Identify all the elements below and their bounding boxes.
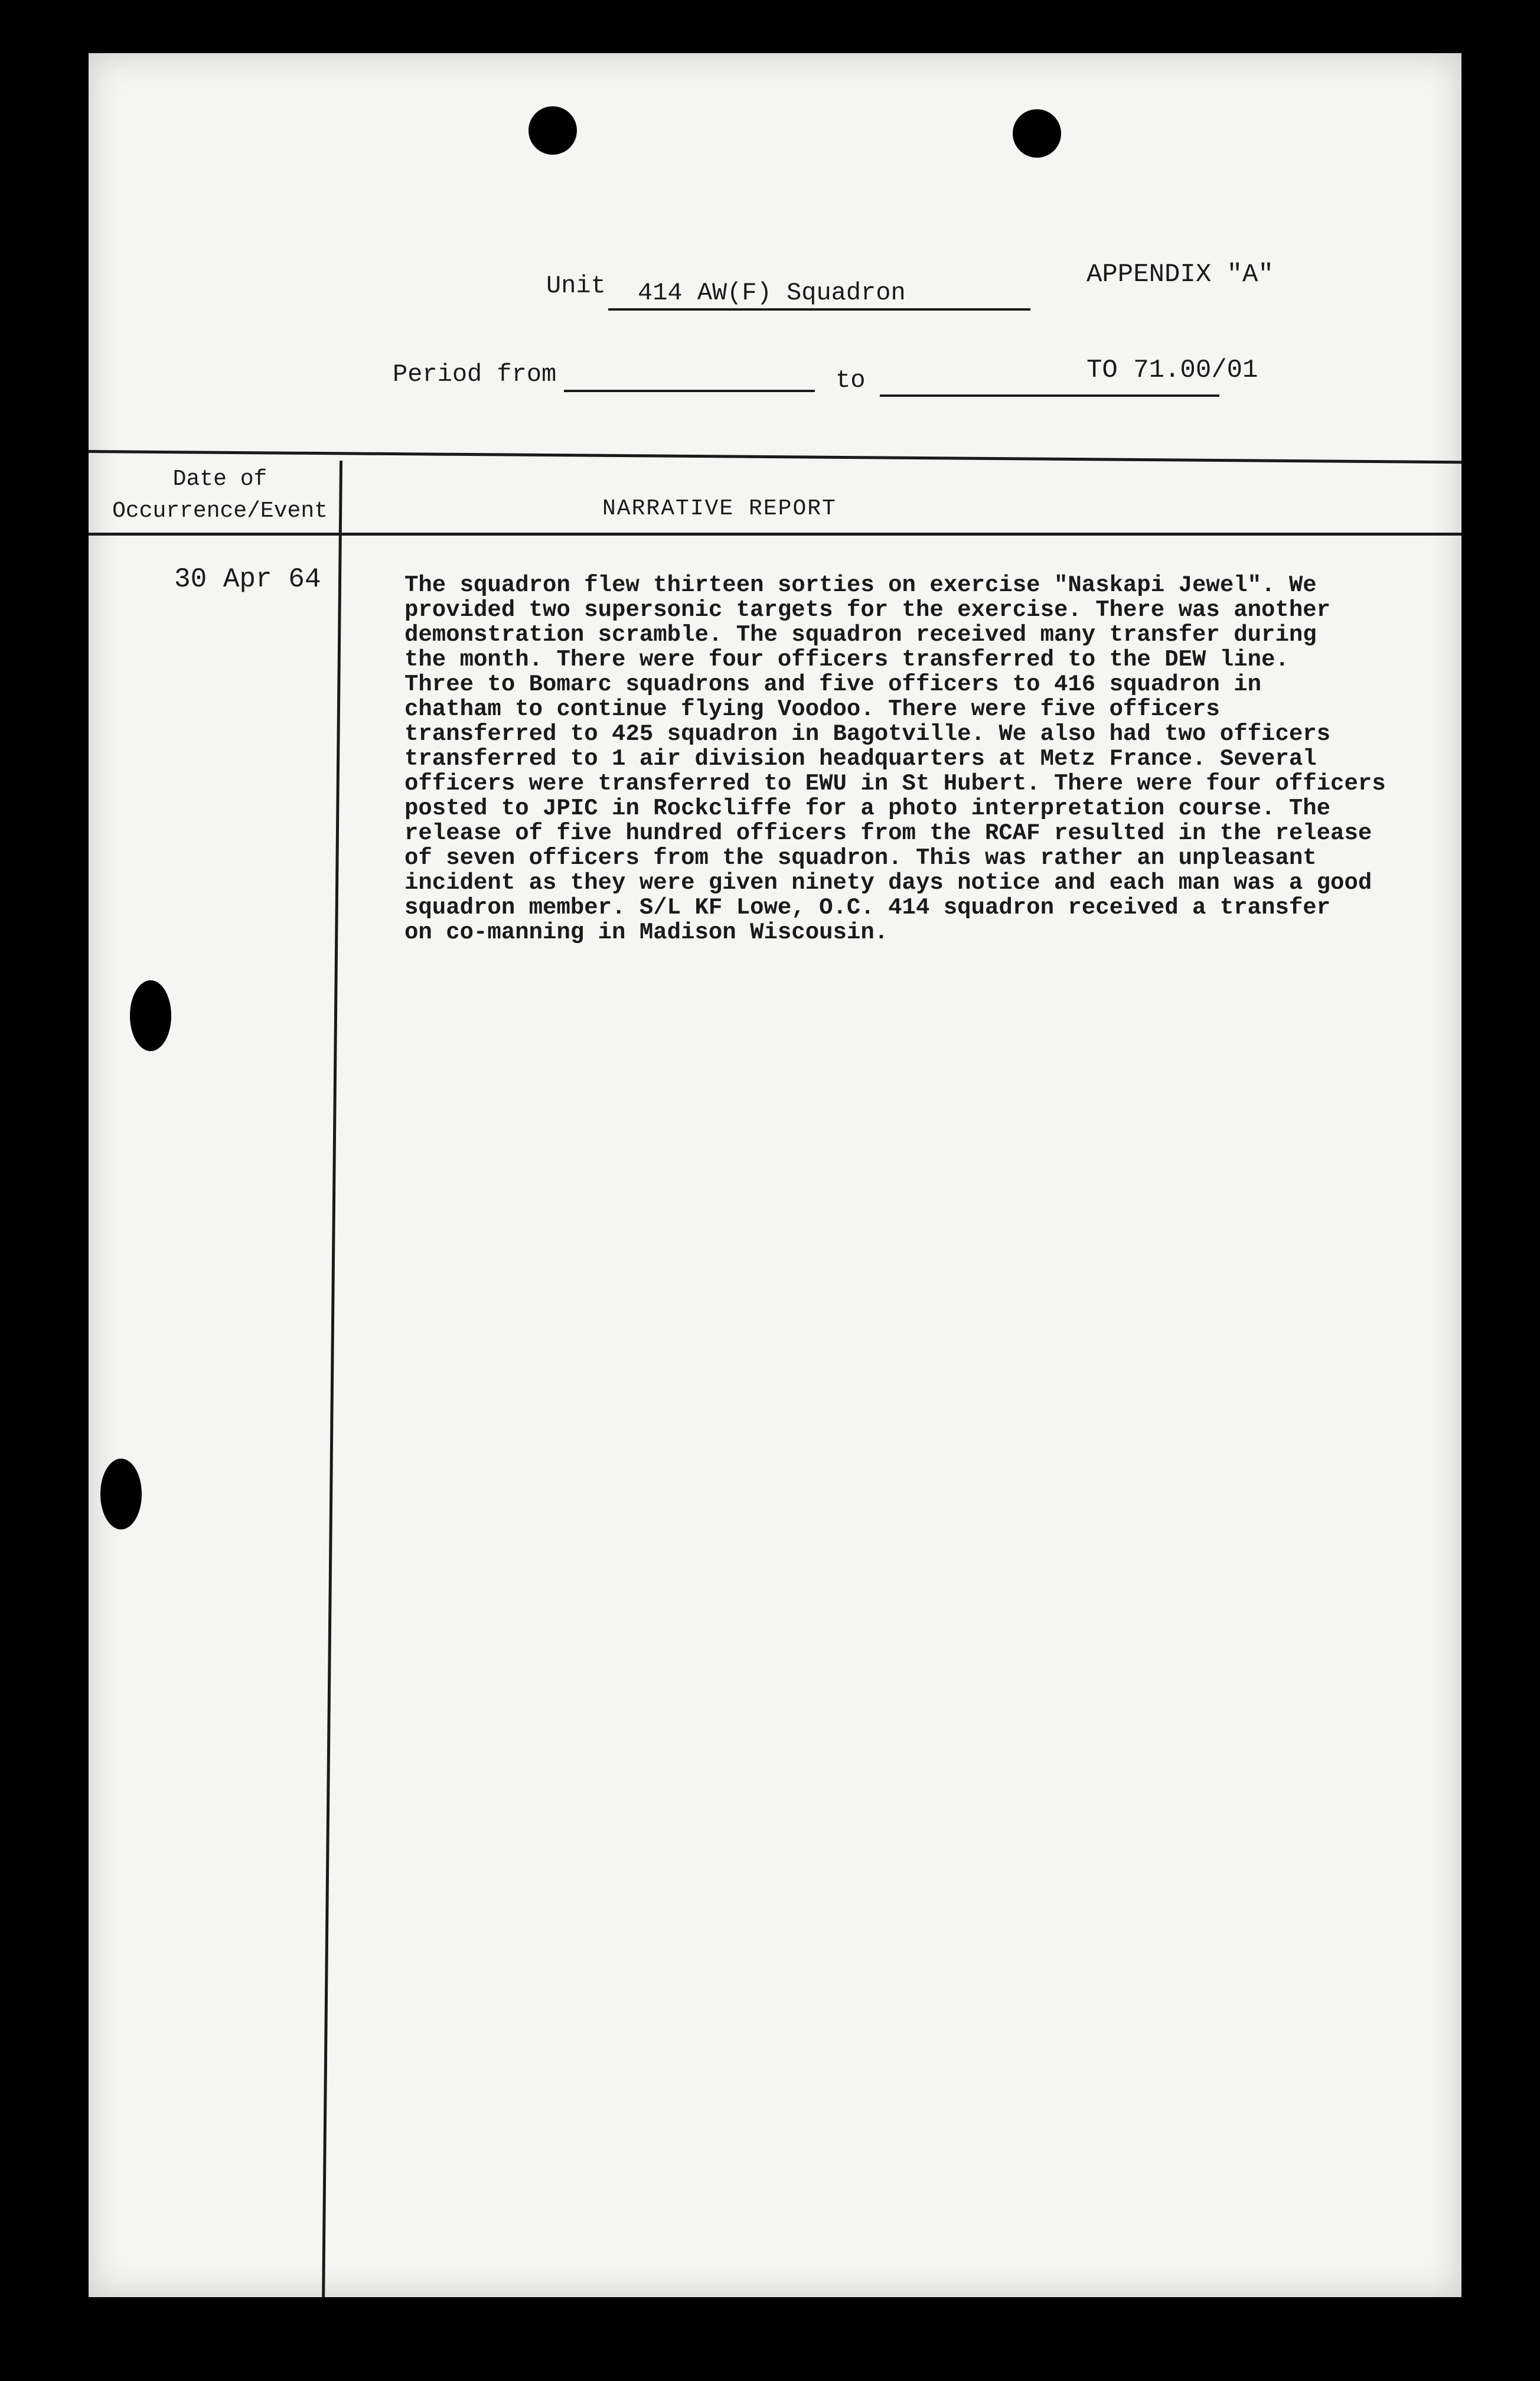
narrative-line: posted to JPIC in Rockcliffe for a photo interpretation course. The (404, 795, 1331, 821)
period-to-underline (880, 394, 1219, 397)
narrative-line: transferred to 425 squadron in Bagotville. We also had two officers (404, 721, 1331, 747)
entry-date: 30 Apr 64 (174, 564, 321, 595)
narrative-line: demonstration scramble. The squadron received many transfer during (404, 622, 1317, 648)
narrative-line: provided two supersonic targets for the exercise. There was another (404, 597, 1331, 623)
appendix-order-number: TO 71.00/01 (1087, 355, 1258, 385)
narrative-line: incident as they were given ninety days notice and each man was a good (404, 870, 1372, 896)
punch-hole-top-right (1013, 109, 1061, 158)
appendix-reference (1087, 195, 1274, 450)
table-top-rule (89, 450, 1461, 464)
narrative-line: The squadron flew thirteen sorties on exercise "Naskapi Jewel". We (404, 572, 1317, 598)
period-from-label: Period from (393, 360, 557, 389)
punch-hole-top-left (528, 106, 577, 155)
narrative-report-text (404, 573, 1461, 945)
narrative-line: of seven officers from the squadron. This was rather an unpleasant (404, 845, 1317, 871)
period-from-underline (564, 390, 815, 392)
unit-underline (608, 308, 1030, 311)
narrative-line: release of five hundred officers from the RCAF resulted in the release (404, 820, 1372, 846)
appendix-label: APPENDIX "A" (1087, 260, 1274, 289)
narrative-column-header: NARRATIVE REPORT (602, 496, 837, 521)
date-header-line2: Occurrence/Event (112, 498, 328, 524)
narrative-line: squadron member. S/L KF Lowe, O.C. 414 squadron received a transfer (404, 895, 1331, 921)
period-to-label: to (836, 366, 866, 394)
date-column-header (100, 464, 340, 527)
punch-hole-left-middle (130, 980, 171, 1051)
narrative-line: on co-manning in Madison Wiscousin. (404, 919, 889, 945)
unit-label: Unit (546, 272, 606, 300)
narrative-line: chatham to continue flying Voodoo. There were five officers (404, 696, 1220, 722)
narrative-line: transferred to 1 air division headquarters at Metz France. Several (404, 746, 1317, 772)
date-header-line1: Date of (172, 467, 267, 492)
narrative-line: officers were transferred to EWU in St Hubert. There were four officers (404, 771, 1386, 797)
unit-value: 414 AW(F) Squadron (638, 279, 906, 307)
table-column-divider (322, 461, 342, 2297)
narrative-line: the month. There were four officers transferred to the DEW line. (404, 647, 1289, 673)
narrative-line: Three to Bomarc squadrons and five officers to 416 squadron in (404, 671, 1262, 697)
punch-hole-left-lower (100, 1459, 142, 1529)
document-page (89, 53, 1461, 2297)
table-header-rule (89, 533, 1461, 536)
